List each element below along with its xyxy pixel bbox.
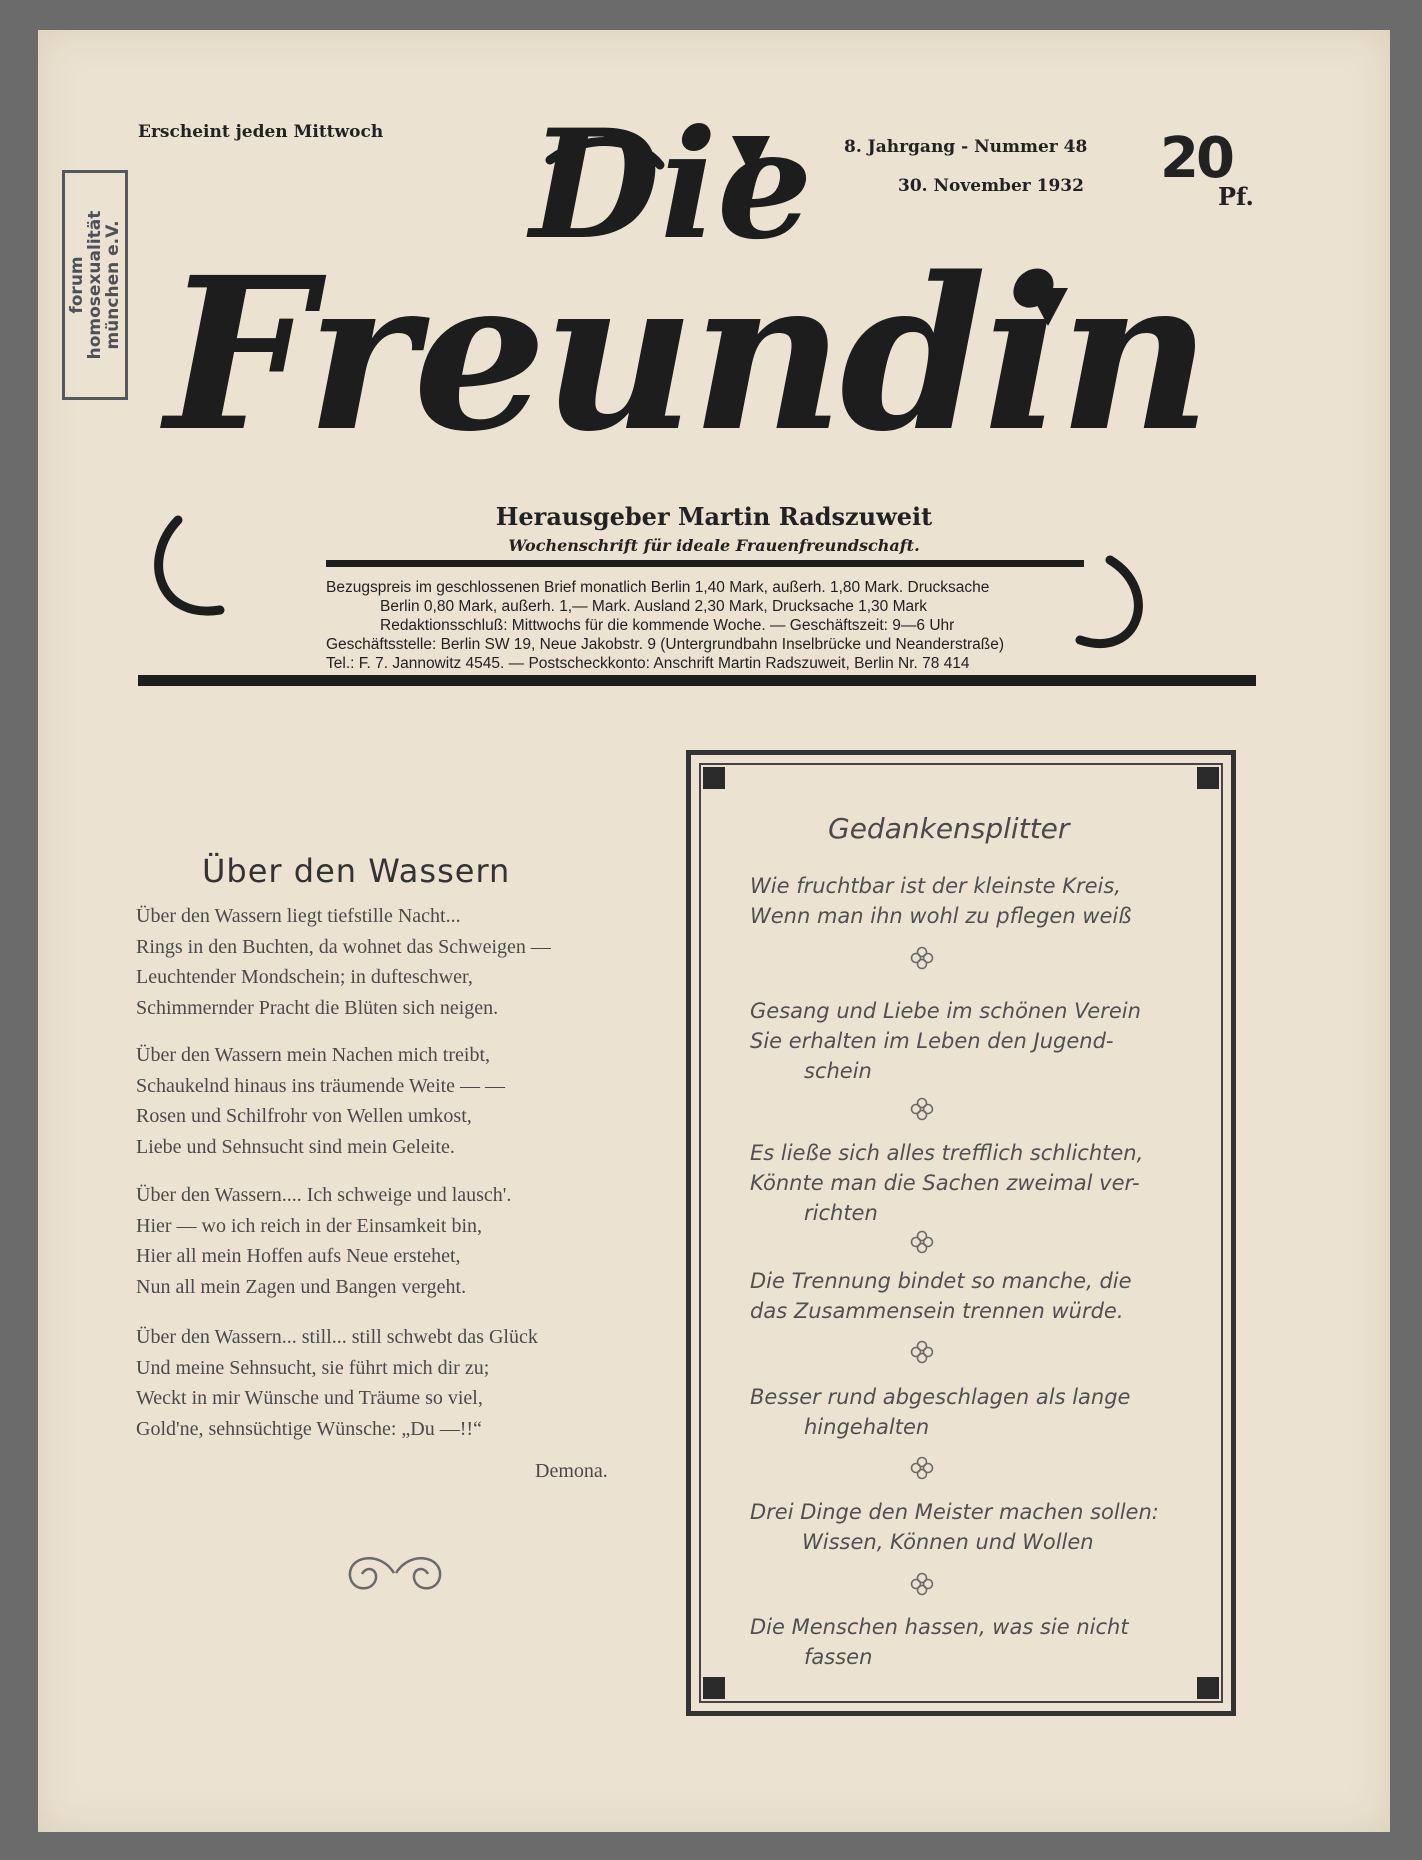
aphorism-item bbox=[750, 1497, 1210, 1557]
poem-title: Über den Wassern bbox=[202, 852, 511, 890]
aphorism-line: Könnte man die Sachen zweimal ver- bbox=[750, 1171, 1140, 1195]
poem-line: Schaukelnd hinaus ins träumende Weite — — bbox=[136, 1074, 506, 1097]
publication-schedule: Erscheint jeden Mittwoch bbox=[138, 122, 384, 142]
corner-ornament bbox=[703, 767, 725, 789]
aphorism-line: Wie fruchtbar ist der kleinste Kreis, bbox=[750, 874, 1121, 898]
poem-line: Gold'ne, sehnsüchtige Wünsche: „Du —!!“ bbox=[136, 1417, 482, 1440]
header-rule bbox=[326, 560, 1084, 567]
poem-line: Rosen und Schilfrohr von Wellen umkost, bbox=[136, 1105, 472, 1127]
stamp-line: münchen e.V. bbox=[103, 220, 123, 350]
aphorism-line: Sie erhalten im Leben den Jugend- bbox=[750, 1029, 1114, 1053]
swash-ornament bbox=[159, 520, 220, 611]
corner-ornament bbox=[1197, 767, 1219, 789]
issue-date: 30. November 1932 bbox=[898, 176, 1084, 196]
aphorism-item bbox=[750, 1266, 1210, 1326]
poem-stanza bbox=[136, 901, 656, 1023]
imprint-line: Bezugspreis im geschlossenen Brief monatlich Berlin 1,40 Mark, außerh. 1,80 Mark. Drucksache bbox=[326, 579, 990, 596]
stamp-line: homosexualität bbox=[85, 210, 105, 360]
price-value: 20 bbox=[1160, 126, 1232, 191]
quatrefoil-ornament bbox=[910, 1572, 934, 1596]
aphorism-line: Besser rund abgeschlagen als lange bbox=[750, 1385, 1131, 1409]
archive-stamp bbox=[62, 170, 128, 400]
aphorism-line: richten bbox=[804, 1201, 878, 1225]
publisher-line: Herausgeber Martin Radszuweit bbox=[495, 502, 933, 531]
aphorism-line: Die Trennung bindet so manche, die bbox=[750, 1269, 1132, 1293]
quatrefoil-ornament bbox=[910, 1456, 934, 1480]
aphorism-line: fassen bbox=[804, 1645, 873, 1669]
poem-stanza bbox=[136, 1040, 656, 1162]
aphorism-item bbox=[750, 1138, 1210, 1228]
poem-stanza bbox=[136, 1322, 656, 1444]
aphorism-line: Gesang und Liebe im schönen Verein bbox=[750, 999, 1141, 1023]
masthead-freundin: Freundin bbox=[165, 231, 1208, 478]
aphorism-line: Die Menschen hassen, was sie nicht bbox=[750, 1615, 1129, 1639]
subtitle-line: Wochenschrift für ideale Frauenfreundschaft. bbox=[508, 536, 920, 555]
poem-author: Demona. bbox=[535, 1460, 608, 1482]
masthead-bottom-rule bbox=[138, 675, 1256, 686]
price-unit: Pf. bbox=[1218, 182, 1254, 211]
aphorism-item bbox=[750, 996, 1210, 1086]
quatrefoil-ornament bbox=[910, 1230, 934, 1254]
masthead-die: Die bbox=[530, 97, 813, 273]
aphorism-item bbox=[750, 871, 1210, 931]
poem-line: Nun all mein Zagen und Bangen vergeht. bbox=[136, 1275, 467, 1298]
poem-line: Und meine Sehnsucht, sie führt mich dir zu; bbox=[136, 1356, 490, 1379]
aphorism-line: Drei Dinge den Meister machen sollen: bbox=[750, 1500, 1159, 1524]
poem-line: Weckt in mir Wünsche und Träume so viel, bbox=[136, 1387, 483, 1409]
aphorisms-title: Gedankensplitter bbox=[828, 812, 1070, 845]
poem-stanza bbox=[136, 1180, 656, 1302]
poem-line: Über den Wassern.... Ich schweige und lausch'. bbox=[136, 1184, 512, 1206]
issue-number: 8. Jahrgang - Nummer 48 bbox=[844, 137, 1088, 157]
poem-line: Schimmernder Pracht die Blüten sich neigen. bbox=[136, 996, 499, 1019]
imprint-line: Geschäftsstelle: Berlin SW 19, Neue Jakobstr. 9 (Untergrundbahn Inselbrücke und Neanderstraße) bbox=[326, 636, 1005, 653]
aphorism-line: das Zusammensein trennen würde. bbox=[750, 1299, 1124, 1323]
quatrefoil-ornament bbox=[910, 1340, 934, 1364]
quatrefoil-ornament bbox=[910, 1097, 934, 1121]
stamp-line: forum bbox=[67, 256, 87, 314]
imprint-line: Berlin 0,80 Mark, außerh. 1,— Mark. Ausland 2,30 Mark, Drucksache 1,30 Mark bbox=[380, 598, 928, 615]
poem-line: Leuchtender Mondschein; in dufteschwer, bbox=[136, 966, 473, 988]
aphorism-line: schein bbox=[804, 1059, 872, 1083]
aphorism-line: Wissen, Können und Wollen bbox=[802, 1530, 1094, 1554]
aphorism-line: hingehalten bbox=[804, 1415, 930, 1439]
imprint-line: Tel.: F. 7. Jannowitz 4545. — Postscheckkonto: Anschrift Martin Radszuweit, Berlin Nr. 78 414 bbox=[326, 655, 970, 672]
flourish-ornament bbox=[340, 1548, 450, 1598]
quatrefoil-ornament bbox=[910, 946, 934, 970]
swash-ornament bbox=[1080, 560, 1138, 644]
poem-line: Rings in den Buchten, da wohnet das Schweigen — bbox=[136, 935, 551, 958]
poem-line: Hier — wo ich reich in der Einsamkeit bin, bbox=[136, 1214, 483, 1237]
corner-ornament bbox=[1197, 1677, 1219, 1699]
aphorism-item bbox=[750, 1612, 1210, 1672]
imprint-line: Redaktionsschluß: Mittwochs für die kommende Woche. — Geschäftszeit: 9—6 Uhr bbox=[380, 617, 955, 634]
poem-line: Über den Wassern mein Nachen mich treibt, bbox=[136, 1044, 491, 1066]
poem-line: Liebe und Sehnsucht sind mein Geleite. bbox=[136, 1135, 455, 1158]
imprint-block bbox=[326, 578, 1004, 673]
aphorism-line: Wenn man ihn wohl zu pflegen weiß bbox=[750, 904, 1132, 928]
aphorism-item bbox=[750, 1382, 1210, 1442]
corner-ornament bbox=[703, 1677, 725, 1699]
poem-line: Hier all mein Hoffen aufs Neue erstehet, bbox=[136, 1245, 461, 1267]
aphorism-line: Es ließe sich alles trefflich schlichten, bbox=[750, 1141, 1144, 1165]
poem-line: Über den Wassern liegt tiefstille Nacht... bbox=[136, 905, 461, 927]
poem-line: Über den Wassern... still... still schwebt das Glück bbox=[136, 1326, 538, 1348]
